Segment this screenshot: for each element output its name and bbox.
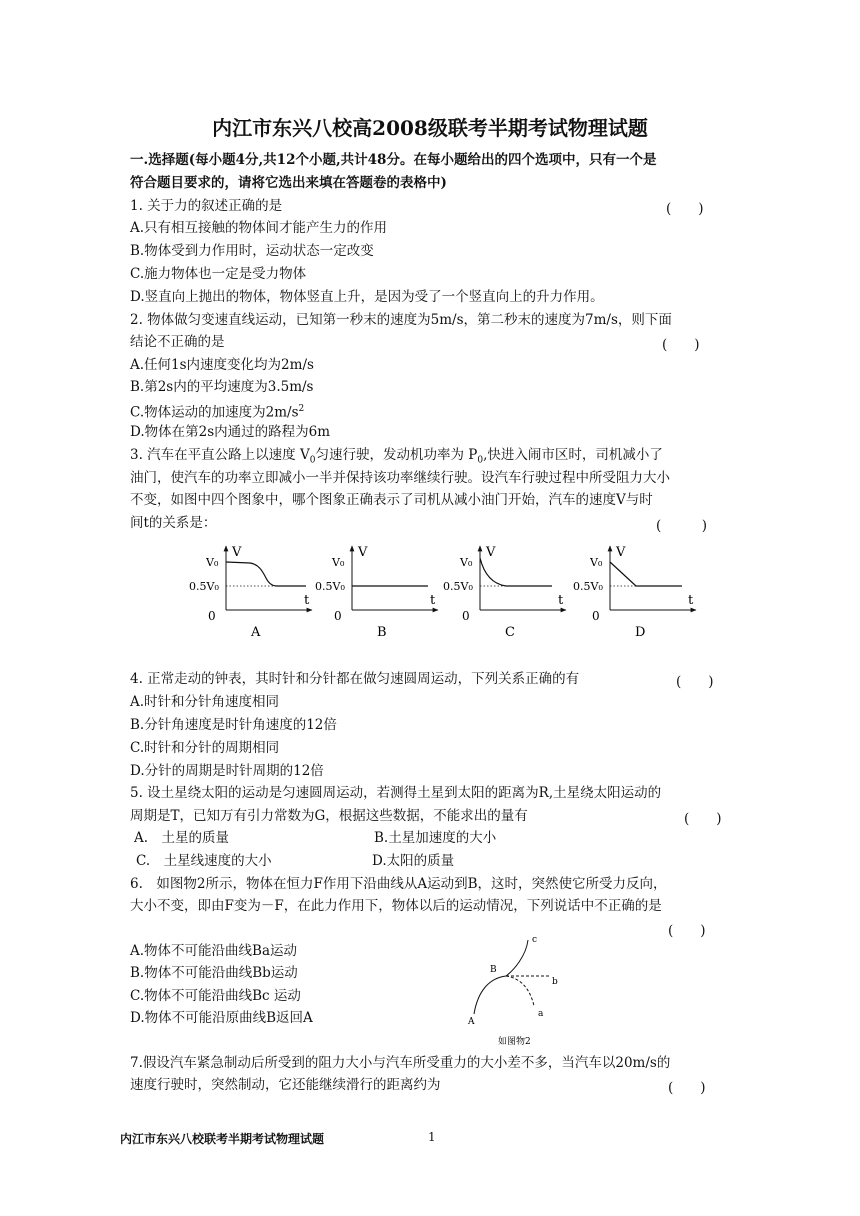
q6-point-a-upper: A [468, 1017, 475, 1027]
q5-stem-line1: 5. 设土星绕太阳的运动是匀速圆周运动，若测得土星到太阳的距离为R,土星绕太阳运动的 [130, 785, 662, 801]
q4-answer-paren: ( ) [676, 674, 714, 690]
q1-option-d: D.竖直向上抛出的物体，物体竖直上升，是因为受了一个竖直向上的升力作用。 [130, 289, 604, 305]
q5-stem-line2: 周期是T，已知万有引力常数为G，根据这些数据，不能求出的量有 [130, 808, 528, 824]
graph-b-v0-label: V₀ [332, 556, 345, 569]
graph-b-v-axis-label: V [358, 545, 368, 560]
q6-option-d: D.物体不可能沿原曲线B返回A [130, 1010, 313, 1026]
q7-stem-line1: 7.假设汽车紧急制动后所受到的阻力大小与汽车所受重力的大小差不多，当汽车以20m/s的 [130, 1055, 671, 1071]
q4-option-b: B.分针角速度是时针角速度的12倍 [130, 717, 337, 733]
q6-option-b: B.物体不可能沿曲线Bb运动 [130, 965, 298, 981]
graph-d-v0-label: V₀ [590, 556, 603, 569]
q3-stem-line3: 不变，如图中四个图象中，哪个图象正确表示了司机从减小油门开始，汽车的速度V与时 [130, 492, 653, 508]
q4-option-c: C.时针和分针的周期相同 [130, 740, 280, 756]
q2-option-a: A.任何1s内速度变化均为2m/s [130, 357, 314, 373]
q1-answer-paren: ( ) [666, 201, 704, 217]
q5-option-c: C. 土星线速度的大小 [136, 853, 272, 869]
graph-a-origin-label: 0 [208, 609, 216, 623]
graph-c-v-axis-label: V [486, 545, 496, 560]
q2-option-c: C.物体运动的加速度为$2m/s^2$ [130, 404, 305, 421]
graph-c-v0-label: V₀ [460, 556, 473, 569]
graph-d-t-axis-label: t [688, 593, 694, 608]
graph-d-half-label: 0.5V₀ [573, 580, 603, 593]
page-title: 内江市东兴八校高2008级联考半期考试物理试题 [212, 116, 648, 140]
graph-a [189, 545, 312, 640]
graph-a-v0-label: V₀ [206, 556, 219, 569]
q6-figure-caption: 如图物2 [498, 1037, 531, 1047]
q6-option-c: C.物体不可能沿曲线Bc 运动 [130, 988, 301, 1004]
section-heading-line2: 符合题目要求的，请将它选出来填在答题卷的表格中) [130, 175, 447, 191]
q6-option-a: A.物体不可能沿曲线Ba运动 [130, 943, 298, 959]
q3-stem-line4: 间t的关系是： [130, 515, 217, 531]
graph-b-half-label: 0.5V₀ [315, 580, 345, 593]
graph-b-label: B [377, 625, 387, 640]
q1-option-c: C.施力物体也一定是受力物体 [130, 266, 307, 282]
graph-a-half-label: 0.5V₀ [189, 580, 219, 593]
graph-b-t-axis-label: t [430, 593, 436, 608]
q3-stem-line1: 3. 汽车在平直公路上以速度 $V_0$匀速行驶，发动机功率为 $P_0$,快进入闹市区时，司机减小了 [130, 447, 663, 466]
graph-a-label: A [251, 625, 261, 640]
q2-stem-line2: 结论不正确的是 [130, 334, 225, 350]
graph-d-label: D [635, 625, 646, 640]
q4-option-d: D.分针的周期是时针周期的12倍 [130, 763, 324, 779]
q6-point-b: B [490, 965, 497, 975]
section-heading-line1: 一.选择题(每小题4分,共12个小题,共计48分。在每小题给出的四个选项中，只有一个是 [130, 152, 657, 168]
q4-option-a: A.时针和分针角速度相同 [130, 694, 280, 710]
q3-stem-line2: 油门，使汽车的功率立即减小一半并保持该功率继续行驶。设汽车行驶过程中所受阻力大小 [130, 470, 670, 486]
q6-answer-paren: ( ) [668, 923, 706, 939]
q1-option-b: B.物体受到力作用时，运动状态一定改变 [130, 243, 374, 259]
q7-answer-paren: ( ) [668, 1080, 706, 1096]
graph-c-label: C [505, 625, 515, 640]
q2-answer-paren: ( ) [662, 337, 700, 353]
graph-c-half-label: 0.5V₀ [443, 580, 473, 593]
q1-option-a: A.只有相互接触的物体间才能产生力的作用 [130, 220, 388, 236]
graph-d [573, 545, 696, 640]
q7-stem-line2: 速度行驶时，突然制动，它还能继续滑行的距离约为 [130, 1077, 441, 1093]
q2-option-b: B.第2s内的平均速度为3.5m/s [130, 379, 314, 395]
q5-option-a: A. 土星的质量 [134, 830, 230, 846]
q2-option-d: D.物体在第2s内通过的路程为6m [130, 424, 331, 440]
graph-b [315, 545, 438, 640]
graph-b-origin-label: 0 [334, 609, 342, 623]
q6-point-b-lower: b [552, 977, 558, 987]
page-number: 1 [428, 1130, 436, 1144]
q5-answer-paren: ( ) [684, 811, 722, 827]
graph-a-t-axis-label: t [304, 593, 310, 608]
graph-d-v-axis-label: V [616, 545, 626, 560]
graph-c-t-axis-label: t [558, 593, 564, 608]
q6-stem-line1: 6. 如图物2所示，物体在恒力F作用下沿曲线从A运动到B，这时，突然使它所受力反向， [130, 876, 667, 892]
q5-option-b: B.土星加速度的大小 [374, 830, 497, 846]
graph-d-origin-label: 0 [592, 609, 600, 623]
q2-stem-line1: 2. 物体做匀变速直线运动，已知第一秒末的速度为5m/s，第二秒末的速度为7m/s，则下面 [130, 312, 672, 328]
q6-point-c: c [532, 935, 538, 945]
graph-a-v-axis-label: V [232, 545, 242, 560]
graph-c [443, 545, 566, 640]
graph-c-origin-label: 0 [462, 609, 470, 623]
q4-stem: 4. 正常走动的钟表，其时针和分针都在做匀速圆周运动，下列关系正确的有 [130, 671, 580, 687]
q6-point-a-lower: a [538, 1009, 544, 1019]
q1-stem: 1. 关于力的叙述正确的是 [130, 198, 283, 214]
q6-stem-line2: 大小不变，即由F变为－F，在此力作用下，物体以后的运动情况，下列说话中不正确的是 [130, 898, 662, 914]
footer-title: 内江市东兴八校联考半期考试物理试题 [120, 1132, 325, 1146]
q3-vt-graphs [180, 540, 720, 640]
q3-answer-paren: ( ) [656, 518, 708, 534]
q5-option-d: D.太阳的质量 [372, 853, 455, 869]
q6-trajectory-figure [460, 930, 580, 1050]
